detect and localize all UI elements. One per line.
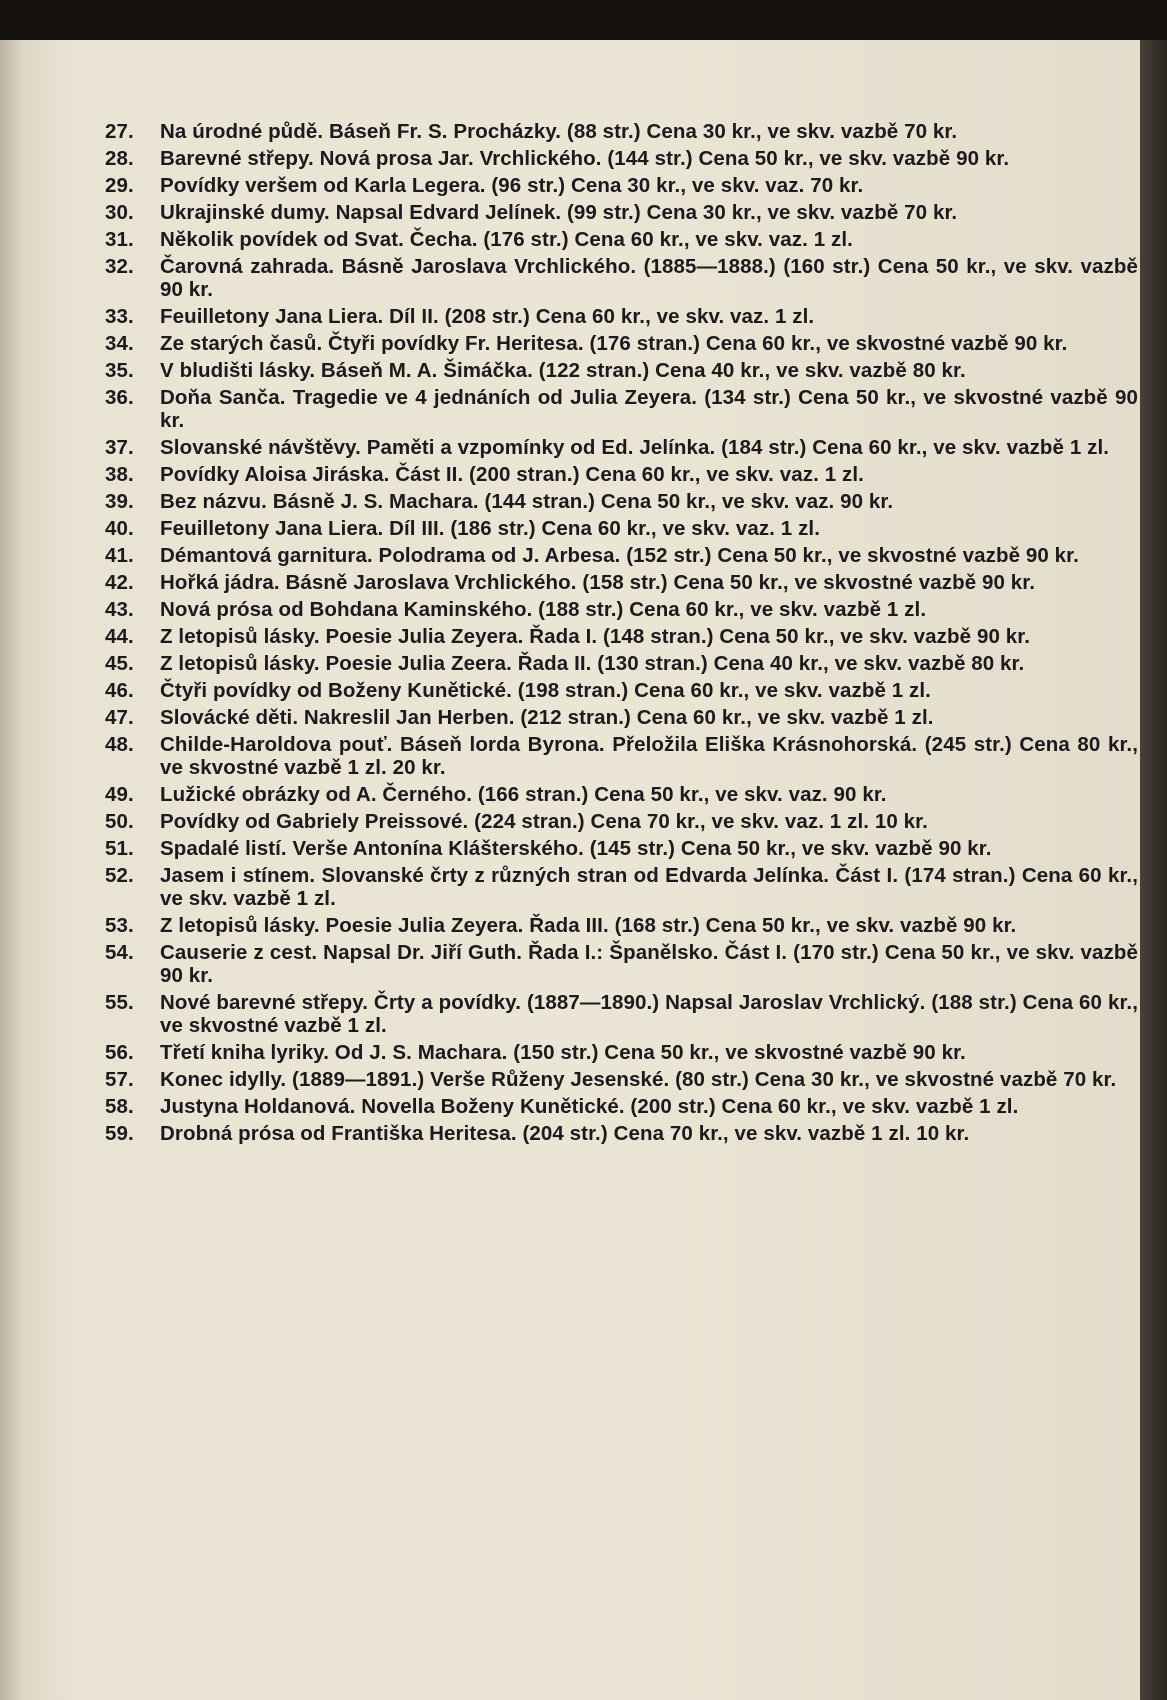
entry-text: Jasem i stínem. Slovanské črty z různých stran od Edvarda Jelínka. Část I. (174 stran.) Cena 60 kr., ve skv. vazbě 1 zl. [160, 864, 1138, 910]
catalog-entry [105, 517, 1140, 540]
entry-text: Slovácké děti. Nakreslil Jan Herben. (212 stran.) Cena 60 kr., ve skv. vazbě 1 zl. [160, 706, 934, 729]
catalog-entry [105, 914, 1140, 937]
entry-number: 39. [105, 490, 134, 513]
entry-number: 30. [105, 201, 134, 224]
entry-number: 46. [105, 679, 134, 702]
catalog-entry [105, 1095, 1140, 1118]
entry-text: Ze starých časů. Čtyři povídky Fr. Heritesa. (176 stran.) Cena 60 kr., ve skvostné vazbě 90 kr. [160, 332, 1068, 355]
catalog-entry [105, 174, 1140, 197]
entry-number: 53. [105, 914, 134, 937]
entry-text: Z letopisů lásky. Poesie Julia Zeyera. Řada III. (168 str.) Cena 50 kr., ve skv. vazbě 90 kr. [160, 914, 1017, 937]
entry-text: Povídky veršem od Karla Legera. (96 str.) Cena 30 kr., ve skv. vaz. 70 kr. [160, 174, 864, 197]
catalog-entry [105, 571, 1140, 594]
entry-number: 47. [105, 706, 134, 729]
catalog-entry [105, 544, 1140, 567]
entry-number: 59. [105, 1122, 134, 1145]
catalog-entry [105, 1122, 1140, 1145]
catalog-entry [105, 652, 1140, 675]
entry-text: Několik povídek od Svat. Čecha. (176 str.) Cena 60 kr., ve skv. vaz. 1 zl. [160, 228, 853, 251]
entry-text: Povídky od Gabriely Preissové. (224 stran.) Cena 70 kr., ve skv. vaz. 1 zl. 10 kr. [160, 810, 928, 833]
catalog-entry [105, 386, 1140, 432]
catalog-entry [105, 463, 1140, 486]
page-gutter-shadow [0, 40, 22, 1700]
entry-text: Causerie z cest. Napsal Dr. Jiří Guth. Řada I.: Španělsko. Část I. (170 str.) Cena 50 kr., ve skv. vazbě 90 kr. [160, 941, 1138, 987]
entry-text: Lužické obrázky od A. Černého. (166 stran.) Cena 50 kr., ve skv. vaz. 90 kr. [160, 783, 887, 806]
scan-top-border [0, 0, 1167, 40]
entry-number: 33. [105, 305, 134, 328]
entry-text: Nová prósa od Bohdana Kaminského. (188 str.) Cena 60 kr., ve skv. vazbě 1 zl. [160, 598, 927, 621]
entry-number: 58. [105, 1095, 134, 1118]
catalog-entry [105, 228, 1140, 251]
entry-number: 57. [105, 1068, 134, 1091]
entry-text: Na úrodné půdě. Báseň Fr. S. Procházky. (88 str.) Cena 30 kr., ve skv. vazbě 70 kr. [160, 120, 958, 143]
entry-text: Povídky Aloisa Jiráska. Část II. (200 stran.) Cena 60 kr., ve skv. vaz. 1 zl. [160, 463, 864, 486]
entry-number: 45. [105, 652, 134, 675]
entry-number: 50. [105, 810, 134, 833]
entry-text: Spadalé listí. Verše Antonína Klášterského. (145 str.) Cena 50 kr., ve skv. vazbě 90 kr. [160, 837, 992, 860]
entry-number: 40. [105, 517, 134, 540]
entry-number: 29. [105, 174, 134, 197]
entry-text: Barevné střepy. Nová prosa Jar. Vrchlického. (144 str.) Cena 50 kr., ve skv. vazbě 90 kr. [160, 147, 1010, 170]
entry-text: Bez názvu. Básně J. S. Machara. (144 stran.) Cena 50 kr., ve skv. vaz. 90 kr. [160, 490, 894, 513]
entry-text: Démantová garnitura. Polodrama od J. Arbesa. (152 str.) Cena 50 kr., ve skvostné vazbě 90 kr. [160, 544, 1079, 567]
entry-text: Drobná prósa od Františka Heritesa. (204 str.) Cena 70 kr., ve skv. vazbě 1 zl. 10 kr. [160, 1122, 970, 1145]
entry-text: Feuilletony Jana Liera. Díl II. (208 str.) Cena 60 kr., ve skv. vaz. 1 zl. [160, 305, 815, 328]
catalog-entry [105, 783, 1140, 806]
catalog-entry [105, 147, 1140, 170]
entry-number: 31. [105, 228, 134, 251]
catalog-entry [105, 991, 1140, 1037]
catalog-entry [105, 810, 1140, 833]
catalog-entry [105, 679, 1140, 702]
entry-number: 49. [105, 783, 134, 806]
entry-text: Čtyři povídky od Boženy Kunětické. (198 stran.) Cena 60 kr., ve skv. vazbě 1 zl. [160, 679, 931, 702]
entry-text: Ukrajinské dumy. Napsal Edvard Jelínek. (99 str.) Cena 30 kr., ve skv. vazbě 70 kr. [160, 201, 958, 224]
catalog-entry [105, 359, 1140, 382]
catalog-entry [105, 941, 1140, 987]
entry-text: Justyna Holdanová. Novella Boženy Kunětické. (200 str.) Cena 60 kr., ve skv. vazbě 1 zl. [160, 1095, 1019, 1118]
publication-catalog-list [105, 120, 1140, 1149]
book-page [0, 40, 1140, 1700]
catalog-entry [105, 598, 1140, 621]
entry-number: 51. [105, 837, 134, 860]
entry-text: Konec idylly. (1889—1891.) Verše Růženy Jesenské. (80 str.) Cena 30 kr., ve skvostné vazbě 70 kr. [160, 1068, 1117, 1091]
entry-text: Nové barevné střepy. Črty a povídky. (1887—1890.) Napsal Jaroslav Vrchlický. (188 str.) Cena 60 kr., ve skvostné vazbě 1 zl. [160, 991, 1138, 1037]
catalog-entry [105, 1068, 1140, 1091]
entry-text: Childe-Haroldova pouť. Báseň lorda Byrona. Přeložila Eliška Krásnohorská. (245 str.) Cena 80 kr., ve skvostné vazbě 1 zl. 20 kr. [160, 733, 1138, 779]
catalog-entry [105, 706, 1140, 729]
entry-text: V bludišti lásky. Báseň M. A. Šimáčka. (122 stran.) Cena 40 kr., ve skv. vazbě 80 kr. [160, 359, 966, 382]
entry-number: 34. [105, 332, 134, 355]
entry-text: Z letopisů lásky. Poesie Julia Zeyera. Řada I. (148 stran.) Cena 50 kr., ve skv. vazbě 90 kr. [160, 625, 1030, 648]
entry-number: 37. [105, 436, 134, 459]
catalog-entry [105, 332, 1140, 355]
entry-number: 55. [105, 991, 134, 1014]
catalog-entry [105, 1041, 1140, 1064]
entry-number: 43. [105, 598, 134, 621]
entry-text: Slovanské návštěvy. Paměti a vzpomínky od Ed. Jelínka. (184 str.) Cena 60 kr., ve skv. vazbě 1 zl. [160, 436, 1110, 459]
entry-number: 52. [105, 864, 134, 887]
entry-number: 35. [105, 359, 134, 382]
entry-number: 36. [105, 386, 134, 409]
entry-number: 28. [105, 147, 134, 170]
entry-text: Čarovná zahrada. Básně Jaroslava Vrchlického. (1885—1888.) (160 str.) Cena 50 kr., ve skv. vazbě 90 kr. [160, 255, 1138, 301]
entry-text: Třetí kniha lyriky. Od J. S. Machara. (150 str.) Cena 50 kr., ve skvostné vazbě 90 kr. [160, 1041, 966, 1064]
entry-number: 41. [105, 544, 134, 567]
catalog-entry [105, 120, 1140, 143]
entry-number: 32. [105, 255, 134, 278]
entry-text: Hořká jádra. Básně Jaroslava Vrchlického. (158 str.) Cena 50 kr., ve skvostné vazbě 90 kr. [160, 571, 1036, 594]
catalog-entry [105, 864, 1140, 910]
entry-number: 27. [105, 120, 134, 143]
entry-number: 54. [105, 941, 134, 964]
scan-right-border [1140, 40, 1167, 1700]
catalog-entry [105, 436, 1140, 459]
catalog-entry [105, 490, 1140, 513]
entry-number: 42. [105, 571, 134, 594]
entry-number: 38. [105, 463, 134, 486]
entry-text: Feuilletony Jana Liera. Díl III. (186 str.) Cena 60 kr., ve skv. vaz. 1 zl. [160, 517, 821, 540]
entry-number: 48. [105, 733, 134, 756]
entry-text: Z letopisů lásky. Poesie Julia Zeera. Řada II. (130 stran.) Cena 40 kr., ve skv. vazbě 80 kr. [160, 652, 1025, 675]
catalog-entry [105, 201, 1140, 224]
entry-number: 44. [105, 625, 134, 648]
catalog-entry [105, 255, 1140, 301]
catalog-entry [105, 305, 1140, 328]
catalog-entry [105, 837, 1140, 860]
catalog-entry [105, 625, 1140, 648]
catalog-entry [105, 733, 1140, 779]
entry-text: Doňa Sanča. Tragedie ve 4 jednáních od Julia Zeyera. (134 str.) Cena 50 kr., ve skvostné vazbě 90 kr. [160, 386, 1138, 432]
entry-number: 56. [105, 1041, 134, 1064]
